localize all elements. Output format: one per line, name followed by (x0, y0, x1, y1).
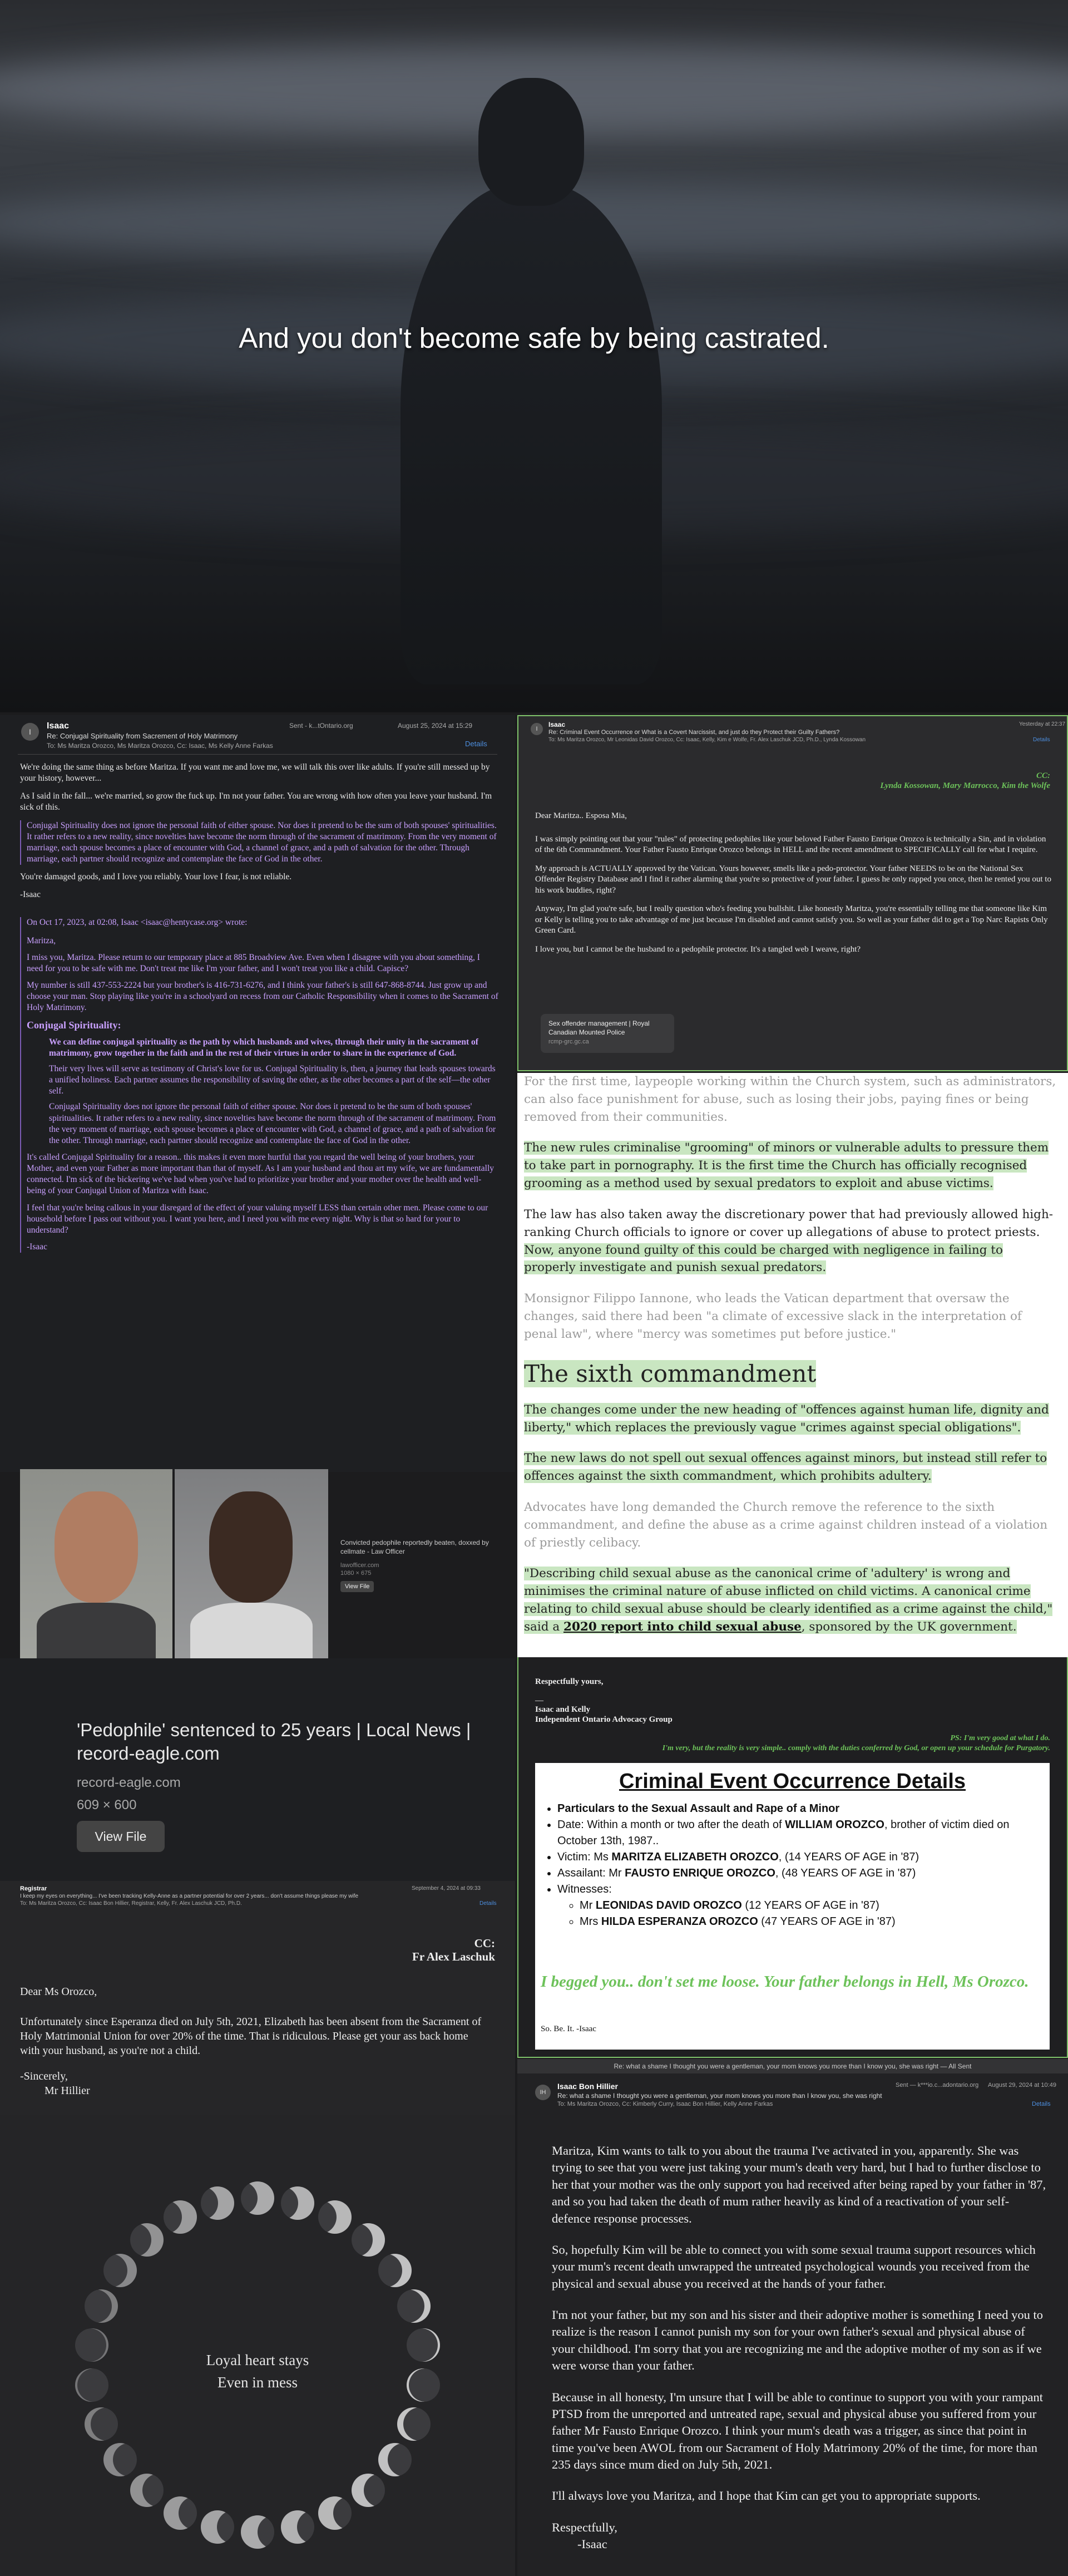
moon-phase (130, 2474, 164, 2507)
mugshot-photo-1 (20, 1469, 172, 1661)
article-para (524, 1401, 1058, 1437)
body-para: I was simply pointing out that your "rules" of protecting pedophiles like your beloved Father Fausto Enrique Orozco is technically a Sin, and in violation of the 6th Commandment. Your Father Fausto Enrique Orozco belongs in HELL and the recent amendment to SPECIFICALLY call for what I require. (535, 834, 1046, 854)
moon-phase (378, 2443, 412, 2476)
name: WILLIAM OROZCO (785, 1819, 884, 1831)
sig-org: Independent Ontario Advocacy Group (535, 1715, 673, 1724)
witness-list (557, 1898, 1047, 1930)
body-para: I'm not your father, but my son and his sister and their adoptive mother is something I need you to realize is the reason I cannot punish my son for your own father's sexual and physical abuse of your childhood. I'm sorry that you are recognizing me and the adoptive mother of my son as if we were worse than your father. (552, 2308, 1043, 2373)
link-domain: rcmp-grc.gc.ca (548, 1038, 589, 1046)
signature: -Isaac (577, 2537, 607, 2552)
moon-phase (241, 2515, 274, 2549)
witness-item (580, 1914, 1047, 1930)
link-domain: record-eagle.com (77, 1775, 181, 1790)
sign-line: -Sincerely, (20, 2070, 68, 2082)
sig-name: Isaac and Kelly (535, 1705, 591, 1714)
moon-phase (85, 2407, 118, 2441)
news-link-card[interactable] (0, 1658, 515, 1881)
moon-phase (352, 2474, 385, 2507)
detail-item (557, 1849, 1047, 1865)
hillier-email (517, 2059, 1068, 2576)
sender-avatar: IH (535, 2085, 551, 2100)
quoted-para: Conjugal Spirituality does not ignore the personal faith of either spouse. Nor does it pretend to be the sum of both spouses' spiritualities. It rather refers to a new reality, since novelties have become the norm through of the sacrament of matrimony. From the very moment of marriage, each spouse becomes a place of encounter with God, a channel of grace, and a path of salvation for the other. Through marriage, each partner should recognize and contemplate the face of God in the other. (49, 1102, 496, 1145)
detail-item (557, 1865, 1047, 1881)
highlighted-text: Now, anyone found guilty of this could be charged with negligence in failing to properly investigate and punish sexual predators. (524, 1243, 1003, 1275)
view-file-button[interactable]: View File (77, 1821, 165, 1852)
moon-phase (241, 2181, 274, 2215)
moon-phase (281, 2510, 314, 2544)
email-subject: Re: Criminal Event Occurrence or What is a Covert Narcissist, and just do they Protect their Guilty Fathers? (548, 729, 840, 736)
email-folder: Sent — k***io.c...adontario.org (896, 2082, 979, 2089)
quoted-para: Their very lives will serve as testimony of Christ's love for us. Conjugal Spirituality is, then, a journey that leads spouses towards a unified holiness. Each partner assumes the responsibility of saving the other, as the other becomes a part of the self—the other self. (49, 1064, 496, 1096)
hero-photo (0, 0, 1068, 712)
detail-item: • Particulars to the Sexual Assault and Rape of a Minor (557, 1801, 1047, 1817)
plain-text: The law has also taken away the discretionary power that had previously allowed high-ranking Church officials to ignore or cover up allegations of abuse to protect priests. (524, 1207, 1054, 1239)
sender-name: Isaac (548, 721, 566, 728)
moon-phase (281, 2186, 314, 2220)
box-title: Criminal Event Occurrence Details (619, 1770, 966, 1793)
highlighted-text: The changes come under the new heading of "offences against human life, dignity and liberty," which replaces the previously vague "crimes against special obligations". (524, 1402, 1049, 1435)
email-recipients: To: Ms Maritza Orozco, Mr Leonidas David Orozco, Cc: Isaac, Kelly, Kim e Wolfe, Fr. Alex Laschuk JCD, Ph.D., Lynda Kossowan (548, 737, 866, 743)
wrote-line: On Oct 17, 2023, at 02:08, Isaac <isaac@hentycase.org> wrote: (27, 918, 248, 928)
quoted-greeting: Maritza, (27, 935, 56, 945)
body-para: So, hopefully Kim will be able to connect you with some sexual trauma support resources which your mum's recent death unwrapped the untreated psychological wounds you received from the physical and sexual abuse you received at the hands of your father. (552, 2242, 1036, 2291)
mugshot-info (340, 1539, 507, 1592)
heading-text: The sixth commandment (524, 1360, 817, 1387)
name: MARITZA ELIZABETH OROZCO (611, 1851, 779, 1863)
ps-line2: I'm very, but the reality is very simple.. comply with the duties conferred by God, or open up your schedule for Purgatory. (662, 1744, 1050, 1752)
label: Mr (580, 1899, 596, 1912)
signature: -Isaac (20, 890, 41, 900)
moon-phase (397, 2289, 431, 2323)
email-preview: I keep my eyes on everything... I've been tracking Kelly-Anne as a partner potential for over 2 years... don't assume things please my wife (20, 1893, 359, 1899)
email-date: September 4, 2024 at 09:33 (412, 1885, 481, 1892)
body-para: We're doing the same thing as before Maritza. If you want me and love me, we will talk this over like adults. If you're still messed up by your history, however... (20, 762, 490, 784)
moon-phase (201, 2510, 234, 2544)
link-title-line: 'Pedophile' sentenced to 25 years | Local News | (77, 1720, 471, 1740)
sender-name: Registrar (20, 1885, 47, 1892)
moon-line2: Even in mess (217, 2374, 298, 2391)
email-subject: Re: what a shame I thought you were a gentleman, your mom knows you more than I know you, she was right (557, 2092, 882, 2100)
hero-caption: And you don't become safe by being castrated. (239, 322, 829, 354)
quoted-para: I miss you, Maritza. Please return to our temporary place at 885 Broadview Ave. Even when I disagree with you about something, I need for you to be safe with me. Don't treat me like I'm your father, and I won't treat you like a child. Capisce? (27, 952, 480, 973)
box-plea: I begged you.. don't set me loose. Your father belongs in Hell, Ms Orozco. (541, 1973, 1029, 1991)
email-folder: Sent - k...tOntario.org (289, 722, 353, 730)
sign-name: Mr Hillier (44, 2085, 90, 2097)
quoted-heading: Conjugal Spirituality: (27, 1019, 121, 1031)
name: LEONIDAS DAVID OROZCO (595, 1899, 742, 1912)
body-para: As I said in the fall... we're married, so grow the fuck up. I'm not your father. You are wrong with how often you leave your husband. I'm sick of this. (20, 791, 492, 812)
body-para: You're damaged goods, and I love you reliably. Your love I fear, is not reliable. (20, 872, 292, 882)
detail-item (557, 1817, 1047, 1849)
cc-name: Fr Alex Laschuk (412, 1950, 495, 1963)
highlighted-text: The new rules criminalise "grooming" of minors or vulnerable adults to pressure them to take part in pornography. It is the first time the Church has officially recognised grooming as a method used by sexual predators to exploit and abuse victims. (524, 1141, 1049, 1191)
email-recipients: To: Ms Maritza Orozco, Cc: Isaac Bon Hillier, Registrar, Kelly, Fr. Alex Laschuk JCD, Ph.D. (20, 1900, 242, 1907)
figure-head (478, 78, 584, 206)
text: (12 YEARS OF AGE in '87) (741, 1899, 879, 1912)
moon-phase (103, 2254, 137, 2287)
link-title: Sex offender management | Royal Canadian Mounted Police (548, 1019, 650, 1036)
mugshot-photo-2 (175, 1469, 328, 1661)
email-recipients: To: Ms Maritza Orozco, Cc: Kimberly Curry, Isaac Bon Hillier, Kelly Anne Farkas (557, 2101, 773, 2107)
left-email-panel (0, 715, 515, 1472)
figure-silhouette (400, 184, 662, 684)
thread-bar: Re: what a shame I thought you were a gentleman, your mom knows you more than I know you, she was right — All Sent (517, 2059, 1068, 2073)
body-para: I'll always love you Maritza, and I hope that Kim can get you to appropriate supports. (552, 2489, 981, 2503)
moon-phase (103, 2443, 137, 2476)
sender-avatar: I (21, 723, 39, 741)
cc-label: CC: (474, 1937, 495, 1950)
sender-avatar: I (531, 723, 543, 735)
highlighted-text: "Describing child sexual abuse as the canonical crime of 'adultery' is wrong and minimises the criminal nature of abuse inflicted on child victims. A canonical crime relating to child sexual abuse should be clearly identified as a crime against the child," said a (524, 1567, 1053, 1634)
article-para (524, 1139, 1058, 1192)
email-subject: Re: Conjugal Spirituality from Sacrement of Holy Matrimony (47, 732, 238, 740)
email-date: August 29, 2024 at 10:49 (988, 2082, 1056, 2089)
body-para: Anyway, I'm glad you're safe, but I really question who's feeding you bullshit. Like honestly Maritza, you're essentially telling me that someone like Kim or Kelly is telling you to take advantage of me just because I'm disabled and cannot satisfy you. So well as your father did to get a Top Narc Rapists Only Green Card. (535, 904, 1048, 935)
details-link[interactable]: Details (479, 1900, 497, 1907)
cc-label: CC: (1036, 771, 1050, 780)
registrar-email (0, 1881, 515, 2115)
text: , brother of victim died on October 13th, 1987.. (557, 1819, 1010, 1847)
quoted-para: I feel that you're being callous in your disregard of the effect of your valuing myself LESS than certain other men. Please come to our household before I pass out without you. I want you here, and I need you with me every night. Why is that so hard for your to understand? (27, 1203, 488, 1235)
moon-phase (318, 2496, 352, 2530)
moon-phase (164, 2496, 197, 2530)
text: , (14 YEARS OF AGE in '87) (778, 1851, 919, 1863)
quoted-para: It's called Conjugal Spirituality for a reason.. this makes it even more hurtful that you regard the well being of your brothers, your Mother, and even your Father as more important than that of myself. As I am your husband and thou art my wife, we are fundamentally connected. I'm sick of the bickering we've had when you've had to prioritize your brother and your mother over the health and well-being of your Conjugal Union of Maritza with Isaac. (27, 1152, 495, 1196)
greeting: Dear Maritza.. Esposa Mia, (535, 811, 627, 820)
moon-phase (318, 2200, 352, 2234)
email-recipients: To: Ms Maritza Orozco, Ms Maritza Orozco, Cc: Isaac, Ms Kelly Anne Farkas (47, 742, 273, 750)
body-para: Maritza, Kim wants to talk to you about the trauma I've activated in you, apparently. She was trying to see that you were just taking your mum's death very hard, but I had to further disclose to her that your mother was the only support you had received after being raped by your father in '87, and so you had taken the death of mum rather heavily as kind of a reactivation of your self-defence response processes. (552, 2144, 1046, 2225)
moon-phase (397, 2407, 431, 2441)
quoted-thread (20, 917, 498, 1253)
article-para: Monsignor Filippo Iannone, who leads the Vatican department that oversaw the changes, said there had been "a climate of excessive slack in the interpretation of penal law", where "mercy was sometimes put before justice." (524, 1292, 1022, 1341)
details-link[interactable]: Details (1032, 2101, 1051, 2107)
link-title (77, 1718, 511, 1765)
mugshot-source: lawofficer.com (340, 1562, 379, 1569)
article-para: Advocates have long demanded the Church remove the reference to the sixth commandment, and define the abuse as a crime against children instead of a violation of priestly celibacy. (524, 1500, 1048, 1550)
link-title-line: record-eagle.com (77, 1743, 220, 1764)
body-para: Because in all honesty, I'm unsure that I will be able to continue to support you with your rampant PTSD from the unreported and untreated rape, sexual and physical abuse you suffered from your father Mr Fausto Enrique Orozco. I think your mum's death was a trigger, as since that point in time you've been AWOL from our Sacrament of Holy Matrimony 20% of the time, for more than 235 days since mum died on July 5th, 2021. (552, 2390, 1044, 2471)
mugshot-caption: Convicted pedophile reportedly beaten, doxxed by cellmate - Law Officer (340, 1539, 489, 1555)
name: HILDA ESPERANZA OROZCO (601, 1915, 758, 1928)
quoted-block: Conjugal Spirituality does not ignore the personal faith of either spouse. Nor does it pretend to be the sum of both spouses' spiritualities. It rather refers to a new reality, since novelties have become the norm through of the sacrament of matrimony. From the very moment of marriage, each spouse becomes a place of encounter with God, a channel of grace, and a path of salvation for the other. Through marriage, each partner should recognize and contemplate the face of God in the other. (20, 820, 498, 865)
occurrence-details-box (535, 1763, 1050, 2050)
body-para: Unfortunately since Esperanza died on July 5th, 2021, Elizabeth has been absent from the Sacrament of Holy Matrimonial Union for over 20% of the time. That is ridiculous. Please get your ass back home with your husband, as you're not a child. (20, 2016, 482, 2057)
moon-phase (201, 2186, 234, 2220)
sender-name: Isaac (47, 721, 70, 731)
name: FAUSTO ENRIQUE OROZCO (625, 1867, 775, 1879)
moon-phase (85, 2289, 118, 2323)
report-link[interactable]: 2020 report into child sexual abuse (563, 1619, 802, 1634)
article-para (524, 1450, 1058, 1485)
label: Date: Within a month or two after the death of (557, 1819, 785, 1831)
label: Victim: Ms (557, 1851, 612, 1863)
detail-item (557, 1881, 1047, 1930)
signature-panel (517, 1657, 1068, 2058)
box-signature: So. Be. It. -Isaac (541, 2025, 596, 2033)
email-date: Yesterday at 22:37 (1019, 721, 1066, 727)
moon-line1: Loyal heart stays (206, 2352, 309, 2368)
moon-phase (352, 2223, 385, 2257)
quoted-para: My number is still 437-553-2224 but your brother's is 416-731-6276, and I think your father's is still 647-868-8744. Just grow up and choose your man. Stop playing like you're in a schoolyard on recess from our Catholic Responsibility when it comes to the Sacrament of Holy Matrimony. (27, 980, 498, 1013)
mugshot-size: 1080 × 675 (340, 1570, 372, 1577)
cc-names: Lynda Kossowan, Mary Marrocco, Kim the Wolfe (880, 781, 1050, 790)
label: Mrs (580, 1915, 601, 1928)
moon-phase (130, 2223, 164, 2257)
view-file-button[interactable]: View File (340, 1581, 374, 1592)
ps-line1: PS: I'm very good at what I do. (950, 1734, 1050, 1742)
closing: Respectfully yours, (535, 1677, 604, 1686)
closing: Respectfully, (552, 2520, 617, 2534)
moon-phase (164, 2200, 197, 2234)
article-para (524, 1206, 1058, 1277)
label: Assailant: Mr (557, 1867, 625, 1879)
body-para: My approach is ACTUALLY approved by the Vatican. Yours however, smells like a pedo-protector. Your father NEEDS to be on the National Sex Offender Registry Database and I find it rather alarming that you're so protective of your father. I guess he only rapped you once, then he rented you out to his work buddies, right? (535, 864, 1051, 895)
details-link[interactable]: Details (1033, 737, 1050, 743)
link-preview-card[interactable] (541, 1014, 674, 1053)
moon-phase-ring (0, 2115, 515, 2576)
article-para: For the first time, laypeople working within the Church system, such as administrators, can also face punishment for abuse, such as losing their jobs, paying fines or being removed from their communities. (524, 1075, 1056, 1124)
text: (47 YEARS OF AGE in '87) (758, 1915, 896, 1928)
email-date: August 25, 2024 at 15:29 (398, 722, 473, 730)
link-size: 609 × 600 (77, 1797, 137, 1812)
news-article (517, 1073, 1068, 1657)
divider (18, 754, 497, 755)
witness-item (580, 1898, 1047, 1914)
highlighted-text: The new laws do not spell out sexual offences against minors, but instead still refer to offences against the sixth commandment, which prohibits adultery. (524, 1451, 1047, 1484)
text: , (48 YEARS OF AGE in '87) (775, 1867, 916, 1879)
sig-dash: — (535, 1696, 543, 1705)
article-para (524, 1565, 1058, 1636)
moon-phase (378, 2254, 412, 2287)
label: Witnesses: (557, 1883, 612, 1895)
article-heading (524, 1357, 1058, 1391)
body-para: I love you, but I cannot be the husband to a pedophile protector. It's a tangled web I weave, right? (535, 944, 861, 954)
right-email-panel (517, 715, 1068, 1071)
highlighted-text: , sponsored by the UK government. (801, 1619, 1017, 1634)
greeting: Dear Ms Orozco, (20, 1986, 97, 1998)
details-link[interactable]: Details (465, 740, 487, 748)
quoted-definition: We can define conjugal spirituality as the path by which husbands and wives, through their unity in the sacrament of matrimony, grow together in the faith and in the rest of their virtues in order to share in the experience of God. (49, 1037, 478, 1058)
quoted-signature: -Isaac (27, 1242, 47, 1252)
sender-name: Isaac Bon Hillier (557, 2082, 618, 2091)
details-list (541, 1801, 1047, 1930)
